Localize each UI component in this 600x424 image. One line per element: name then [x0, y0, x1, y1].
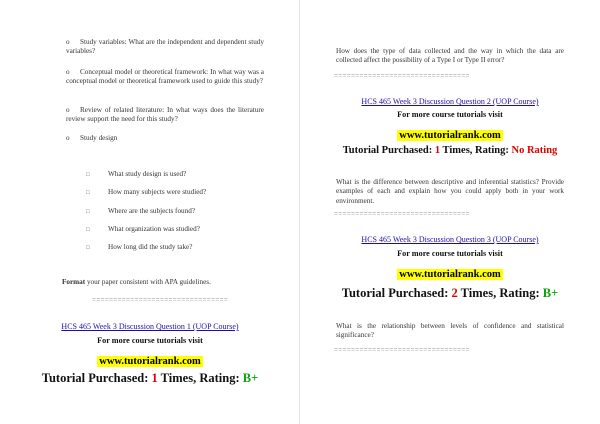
checkbox-bullet-icon: □ — [86, 227, 90, 233]
question-confidence-significance: What is the relationship between levels of confidence and statistical significance? — [336, 322, 564, 340]
subitem-subjects-found — [86, 207, 195, 217]
right-page — [300, 0, 600, 424]
item-text: Review of related literature: In what ways does the literature review support the need for this study? — [66, 106, 264, 124]
tutorial-purchased-line — [300, 145, 600, 156]
tutorial-purchased-line — [300, 286, 600, 301]
site-row — [300, 264, 600, 282]
visit-text: For more course tutorials visit — [397, 110, 503, 119]
link-row — [300, 229, 600, 247]
purchased-prefix: Tutorial Purchased: — [342, 145, 435, 156]
question-descriptive-inferential: What is the difference between descriptive and inferential statistics? Provide examples of each and explain how you could apply both in your work environment. — [336, 178, 564, 205]
discussion-question-2-link[interactable]: HCS 465 Week 3 Discussion Question 2 (UOP Course) — [361, 97, 539, 106]
separator-line: ================================ — [334, 210, 470, 218]
subitem-text: Where are the subjects found? — [108, 207, 196, 215]
item-text: Study variables: What are the independent and dependent study variables? — [66, 38, 264, 56]
separator-line: ================================ — [334, 72, 470, 80]
subitem-text: What study design is used? — [108, 170, 187, 178]
format-label: Format — [62, 278, 86, 286]
site-url: www.tutorialrank.com — [399, 130, 501, 141]
purchased-mid: Times, Rating: — [157, 371, 243, 385]
subitem-text: What organization was studied? — [108, 225, 200, 233]
visit-text: For more course tutorials visit — [397, 249, 503, 258]
bullet-marker: o — [66, 68, 70, 76]
checkbox-bullet-icon: □ — [86, 190, 90, 196]
bullet-marker: o — [66, 106, 70, 114]
separator-line: ================================ — [334, 346, 470, 354]
item-study-variables — [66, 38, 264, 57]
discussion-question-3-link[interactable]: HCS 465 Week 3 Discussion Question 3 (UOP Course) — [361, 235, 539, 244]
rating-value: No Rating — [511, 145, 558, 156]
site-url: www.tutorialrank.com — [399, 269, 501, 280]
separator-line: ================================ — [92, 296, 228, 304]
format-note — [62, 278, 272, 287]
purchased-mid: Times, Rating: — [457, 286, 543, 300]
subitem-subjects-count — [86, 188, 206, 198]
item-conceptual-model — [66, 68, 264, 87]
tutorial-purchased-line — [0, 371, 300, 386]
link-row — [0, 316, 300, 334]
item-text: Conceptual model or theoretical framework: In what way was a conceptual model or theoretical framework used to guide this study? — [66, 68, 264, 86]
item-literature-review — [66, 106, 264, 125]
link-row — [300, 91, 600, 109]
site-row — [0, 351, 300, 369]
rating-value: B+ — [542, 286, 559, 300]
subitem-text: How many subjects were studied? — [108, 188, 207, 196]
checkbox-bullet-icon: □ — [86, 172, 90, 178]
bullet-marker: o — [66, 134, 70, 142]
purchased-prefix: Tutorial Purchased: — [341, 286, 452, 300]
purchased-prefix: Tutorial Purchased: — [41, 371, 152, 385]
purchase-count: 1 — [151, 371, 158, 385]
site-url: www.tutorialrank.com — [99, 356, 201, 367]
site-row — [300, 125, 600, 143]
checkbox-bullet-icon: □ — [86, 209, 90, 215]
purchase-count: 2 — [451, 286, 458, 300]
checkbox-bullet-icon: □ — [86, 245, 90, 251]
bullet-marker: o — [66, 38, 70, 46]
subitem-text: How long did the study take? — [108, 243, 193, 251]
purchase-count: 1 — [434, 145, 441, 156]
rating-value: B+ — [242, 371, 259, 385]
subitem-duration — [86, 243, 192, 253]
question-type-error: How does the type of data collected and the way in which the data are collected affect the possibility of a Type I or Type II error? — [336, 47, 564, 65]
format-text: your paper consistent with APA guidelines. — [85, 278, 211, 286]
purchased-mid: Times, Rating: — [440, 145, 512, 156]
visit-text: For more course tutorials visit — [97, 336, 203, 345]
subitem-design-used — [86, 170, 186, 180]
discussion-question-1-link[interactable]: HCS 465 Week 3 Discussion Question 1 (UOP Course) — [61, 322, 239, 331]
item-study-design — [66, 134, 264, 143]
item-text: Study design — [80, 134, 118, 142]
subitem-organization — [86, 225, 200, 235]
